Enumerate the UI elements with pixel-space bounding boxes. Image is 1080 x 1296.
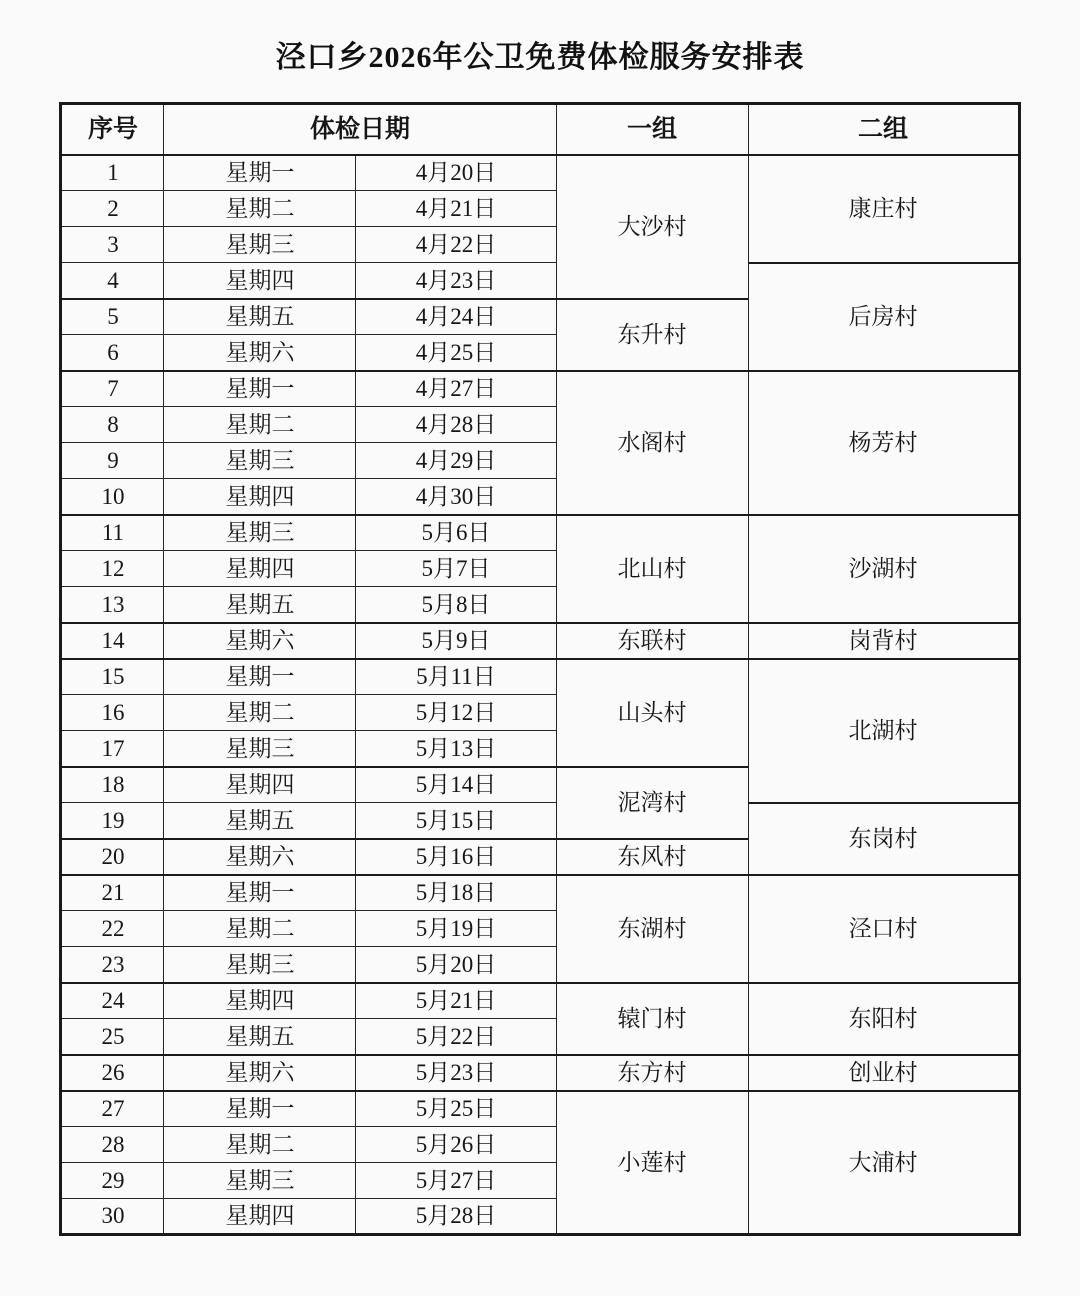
- index-cell: 1: [61, 155, 164, 191]
- weekday-cell: 星期四: [164, 479, 356, 515]
- index-cell: 13: [61, 587, 164, 623]
- group2-village-cell: 沙湖村: [748, 515, 1019, 623]
- date-cell: 5月13日: [356, 731, 556, 767]
- date-cell: 5月21日: [356, 983, 556, 1019]
- page-title: 泾口乡2026年公卫免费体检服务安排表: [275, 41, 805, 74]
- weekday-cell: 星期二: [164, 695, 356, 731]
- date-cell: 5月19日: [356, 911, 556, 947]
- date-cell: 5月14日: [356, 767, 556, 803]
- date-cell: 5月26日: [356, 1127, 556, 1163]
- date-cell: 5月8日: [356, 587, 556, 623]
- index-cell: 14: [61, 623, 164, 659]
- group1-village-cell: 水阁村: [556, 371, 748, 515]
- table-row: [61, 659, 1019, 695]
- index-cell: 21: [61, 875, 164, 911]
- index-cell: 20: [61, 839, 164, 875]
- index-cell: 2: [61, 191, 164, 227]
- group1-village-cell: 东升村: [556, 299, 748, 371]
- group2-village-cell: 杨芳村: [748, 371, 1019, 515]
- date-cell: 4月29日: [356, 443, 556, 479]
- table-header: [61, 104, 1019, 155]
- weekday-cell: 星期三: [164, 515, 356, 551]
- date-cell: 5月11日: [356, 659, 556, 695]
- weekday-cell: 星期三: [164, 1163, 356, 1199]
- weekday-cell: 星期三: [164, 227, 356, 263]
- index-cell: 9: [61, 443, 164, 479]
- header-date: 体检日期: [164, 104, 556, 155]
- date-cell: 4月27日: [356, 371, 556, 407]
- group1-village-cell: 泥湾村: [556, 767, 748, 839]
- index-cell: 24: [61, 983, 164, 1019]
- table-row: [61, 803, 1019, 839]
- date-cell: 5月28日: [356, 1199, 556, 1235]
- group1-village-cell: 东方村: [556, 1055, 748, 1091]
- index-cell: 17: [61, 731, 164, 767]
- header-index: 序号: [61, 104, 164, 155]
- table-row: [61, 983, 1019, 1019]
- group1-village-cell: 小莲村: [556, 1091, 748, 1235]
- weekday-cell: 星期四: [164, 983, 356, 1019]
- date-cell: 5月25日: [356, 1091, 556, 1127]
- group2-village-cell: 大浦村: [748, 1091, 1019, 1235]
- date-cell: 5月27日: [356, 1163, 556, 1199]
- index-cell: 28: [61, 1127, 164, 1163]
- index-cell: 15: [61, 659, 164, 695]
- weekday-cell: 星期六: [164, 839, 356, 875]
- table-row: [61, 263, 1019, 299]
- schedule-table: [59, 102, 1020, 1236]
- weekday-cell: 星期六: [164, 1055, 356, 1091]
- weekday-cell: 星期二: [164, 191, 356, 227]
- group2-village-cell: 康庄村: [748, 155, 1019, 263]
- weekday-cell: 星期二: [164, 911, 356, 947]
- table-row: [61, 1055, 1019, 1091]
- date-cell: 5月6日: [356, 515, 556, 551]
- index-cell: 8: [61, 407, 164, 443]
- group2-village-cell: 岗背村: [748, 623, 1019, 659]
- index-cell: 25: [61, 1019, 164, 1055]
- date-cell: 4月22日: [356, 227, 556, 263]
- index-cell: 27: [61, 1091, 164, 1127]
- date-cell: 4月20日: [356, 155, 556, 191]
- weekday-cell: 星期三: [164, 731, 356, 767]
- group1-village-cell: 东联村: [556, 623, 748, 659]
- date-cell: 5月7日: [356, 551, 556, 587]
- group2-village-cell: 后房村: [748, 263, 1019, 371]
- group1-village-cell: 北山村: [556, 515, 748, 623]
- weekday-cell: 星期五: [164, 299, 356, 335]
- table-row: [61, 371, 1019, 407]
- weekday-cell: 星期四: [164, 1199, 356, 1235]
- table-row: [61, 155, 1019, 191]
- index-cell: 12: [61, 551, 164, 587]
- weekday-cell: 星期二: [164, 1127, 356, 1163]
- index-cell: 10: [61, 479, 164, 515]
- index-cell: 6: [61, 335, 164, 371]
- group1-village-cell: 辕门村: [556, 983, 748, 1055]
- group1-village-cell: 山头村: [556, 659, 748, 767]
- group2-village-cell: 东阳村: [748, 983, 1019, 1055]
- weekday-cell: 星期五: [164, 1019, 356, 1055]
- date-cell: 4月28日: [356, 407, 556, 443]
- index-cell: 29: [61, 1163, 164, 1199]
- date-cell: 5月9日: [356, 623, 556, 659]
- group2-village-cell: 创业村: [748, 1055, 1019, 1091]
- group1-village-cell: 大沙村: [556, 155, 748, 299]
- index-cell: 16: [61, 695, 164, 731]
- date-cell: 5月20日: [356, 947, 556, 983]
- index-cell: 11: [61, 515, 164, 551]
- schedule-table-body: [61, 155, 1019, 1235]
- weekday-cell: 星期一: [164, 659, 356, 695]
- date-cell: 5月18日: [356, 875, 556, 911]
- table-row: [61, 875, 1019, 911]
- date-cell: 5月12日: [356, 695, 556, 731]
- group2-village-cell: 泾口村: [748, 875, 1019, 983]
- date-cell: 5月22日: [356, 1019, 556, 1055]
- weekday-cell: 星期四: [164, 767, 356, 803]
- index-cell: 3: [61, 227, 164, 263]
- date-cell: 4月23日: [356, 263, 556, 299]
- date-cell: 5月15日: [356, 803, 556, 839]
- weekday-cell: 星期一: [164, 1091, 356, 1127]
- index-cell: 18: [61, 767, 164, 803]
- index-cell: 30: [61, 1199, 164, 1235]
- date-cell: 5月23日: [356, 1055, 556, 1091]
- date-cell: 4月30日: [356, 479, 556, 515]
- weekday-cell: 星期一: [164, 371, 356, 407]
- date-cell: 4月24日: [356, 299, 556, 335]
- weekday-cell: 星期一: [164, 875, 356, 911]
- index-cell: 7: [61, 371, 164, 407]
- index-cell: 26: [61, 1055, 164, 1091]
- header-group2: 二组: [748, 104, 1019, 155]
- index-cell: 4: [61, 263, 164, 299]
- weekday-cell: 星期五: [164, 803, 356, 839]
- table-row: [61, 515, 1019, 551]
- table-row: [61, 623, 1019, 659]
- weekday-cell: 星期三: [164, 947, 356, 983]
- group1-village-cell: 东湖村: [556, 875, 748, 983]
- weekday-cell: 星期四: [164, 551, 356, 587]
- weekday-cell: 星期六: [164, 335, 356, 371]
- group2-village-cell: 东岗村: [748, 803, 1019, 875]
- group1-village-cell: 东风村: [556, 839, 748, 875]
- header-group1: 一组: [556, 104, 748, 155]
- group2-village-cell: 北湖村: [748, 659, 1019, 803]
- weekday-cell: 星期二: [164, 407, 356, 443]
- weekday-cell: 星期六: [164, 623, 356, 659]
- weekday-cell: 星期一: [164, 155, 356, 191]
- index-cell: 5: [61, 299, 164, 335]
- index-cell: 22: [61, 911, 164, 947]
- index-cell: 23: [61, 947, 164, 983]
- weekday-cell: 星期四: [164, 263, 356, 299]
- header-row: [61, 104, 1019, 155]
- date-cell: 4月21日: [356, 191, 556, 227]
- date-cell: 5月16日: [356, 839, 556, 875]
- date-cell: 4月25日: [356, 335, 556, 371]
- weekday-cell: 星期五: [164, 587, 356, 623]
- index-cell: 19: [61, 803, 164, 839]
- weekday-cell: 星期三: [164, 443, 356, 479]
- table-row: [61, 1091, 1019, 1127]
